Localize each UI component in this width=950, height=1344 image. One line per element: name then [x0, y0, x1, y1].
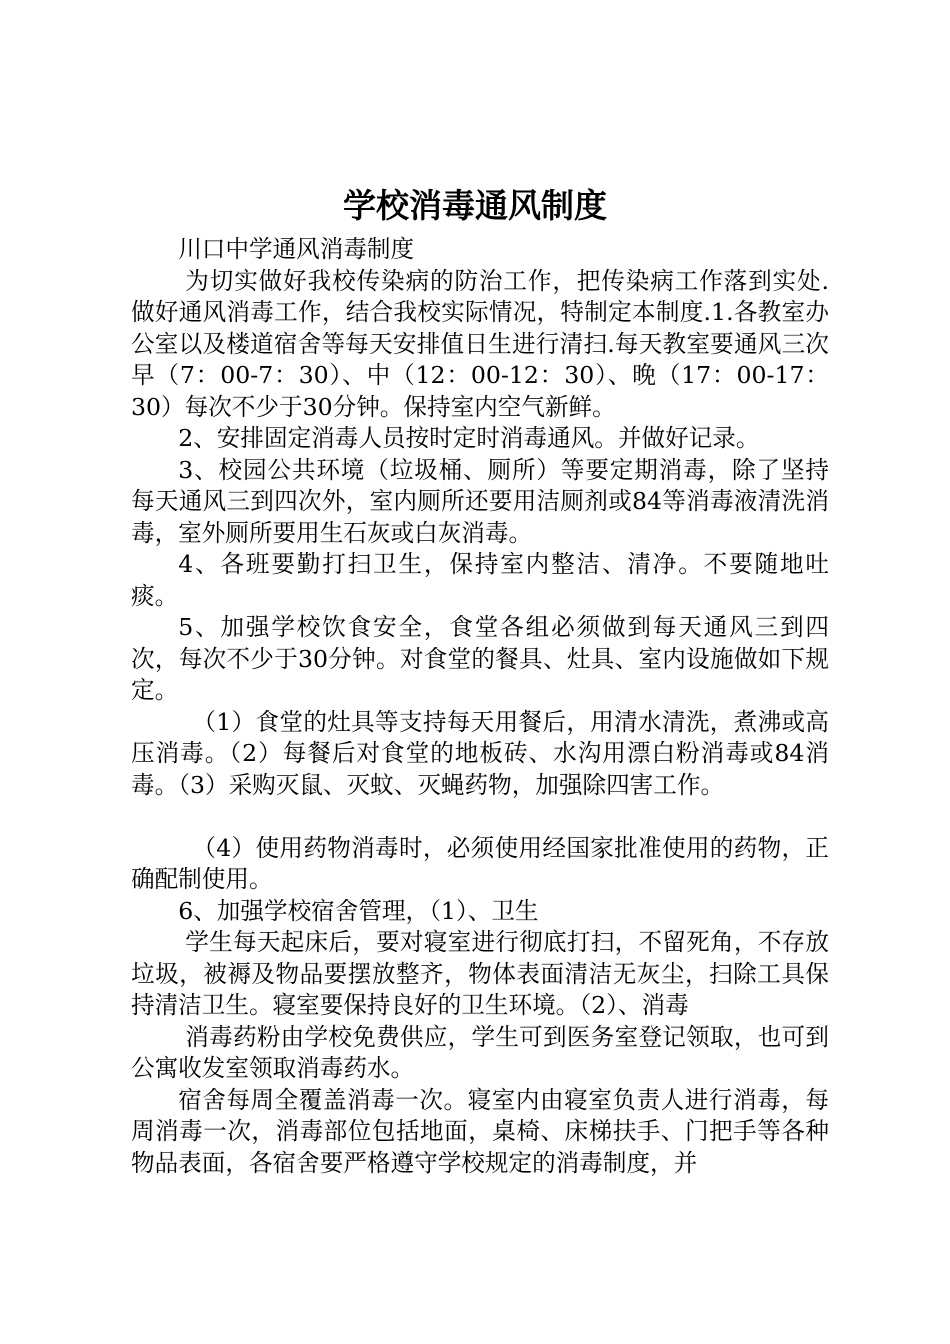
canteen-rules-paragraph: （1）食堂的灶具等支持每天用餐后，用清水清洗，煮沸或高压消毒。（2）每餐后对食堂的地板砖、水沟用漂白粉消毒或84消毒。（3）采购灭鼠、灭蚊、灭蝇药物，加强除四害工作。 — [131, 707, 829, 799]
rule-5-paragraph: 5、加强学校饮食安全，食堂各组必须做到每天通风三到四次，每次不少于30分钟。对食堂的餐具、灶具、室内设施做如下规定。 — [131, 613, 829, 704]
rule-6-paragraph: 6、加强学校宿舍管理，（1）、卫生 — [178, 896, 539, 925]
rule-4-paragraph: 4、各班要勤打扫卫生，保持室内整洁、清净。不要随地吐痰。 — [131, 550, 829, 610]
canteen-rule-4-paragraph: （4）使用药物消毒时，必须使用经国家批准使用的药物，正确配制使用。 — [131, 833, 829, 893]
subtitle-paragraph: 川口中学通风消毒制度 — [178, 235, 415, 263]
intro-paragraph: 为切实做好我校传染病的防治工作，把传染病工作落到实处.做好通风消毒工作，结合我校实际情况，特制定本制度.1.各教室办公室以及楼道宿舍等每天安排值日生进行清扫.每天教室要通风三次早（7：00-7：30）、中（12：00-12：30）、晚（17：00-17：30）每次不少于30分钟。保持室内空气新鲜。 — [131, 266, 829, 421]
dorm-hygiene-paragraph: 学生每天起床后，要对寝室进行彻底打扫，不留死角，不存放垃圾，被褥及物品要摆放整齐，物体表面清洁无灰尘，扫除工具保持清洁卫生。寝室要保持良好的卫生环境。（2）、消毒 — [131, 928, 829, 1019]
document-body — [131, 234, 829, 1179]
dorm-weekly-paragraph: 宿舍每周全覆盖消毒一次。寝室内由寝室负责人进行消毒，每周消毒一次，消毒部位包括地面，桌椅、床梯扶手、门把手等各种物品表面，各宿舍要严格遵守学校规定的消毒制度，并 — [131, 1085, 829, 1177]
dorm-disinfectant-paragraph: 消毒药粉由学校免费供应，学生可到医务室登记领取，也可到公寓收发室领取消毒药水。 — [131, 1022, 829, 1082]
rule-2-paragraph: 2、安排固定消毒人员按时定时消毒通风。并做好记录。 — [178, 424, 760, 452]
document-title: 学校消毒通风制度 — [343, 186, 607, 225]
rule-3-paragraph: 3、校园公共环境（垃圾桶、厕所）等要定期消毒，除了坚持每天通风三到四次外，室内厕所还要用洁厕剂或84等消毒液清洗消毒，室外厕所要用生石灰或白灰消毒。 — [131, 455, 829, 547]
